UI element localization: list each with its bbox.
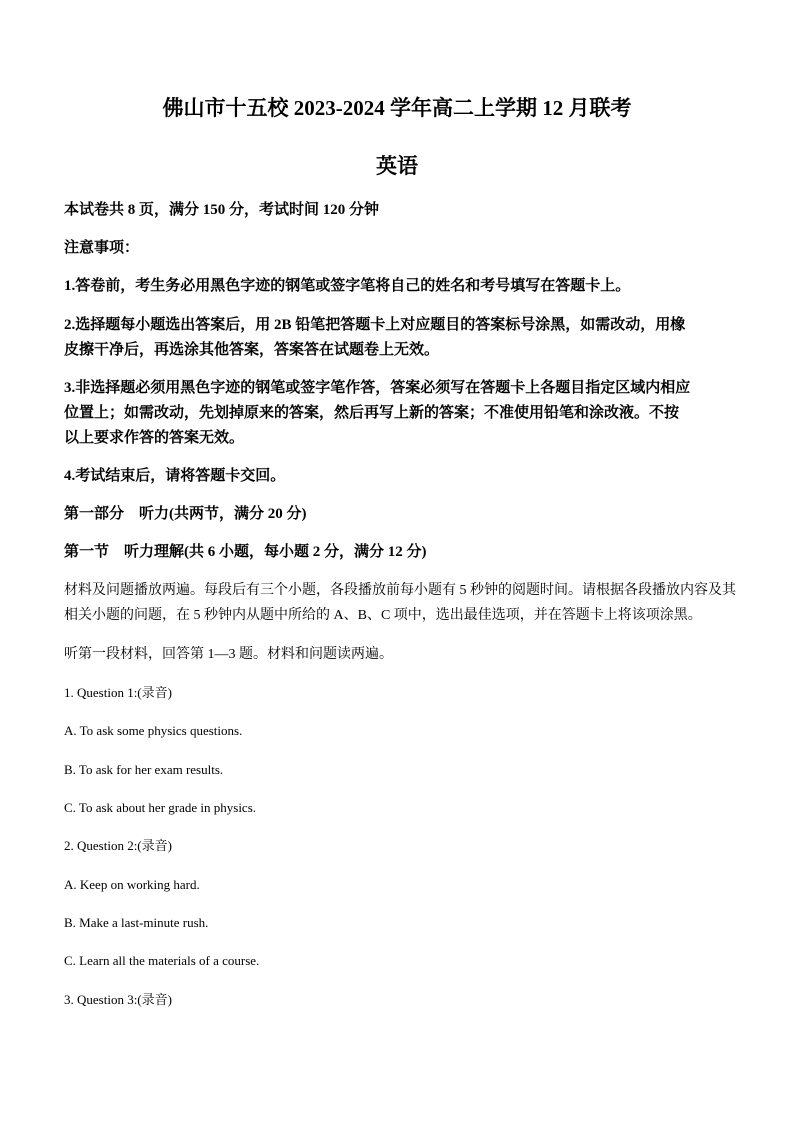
note-line: 4.考试结束后，请将答题卡交回。 [64,468,286,484]
instructions-line: 材料及问题播放两遍。每段后有三个小题，各段播放前每小题有 5 秒钟的阅题时间。请根据各段播放内容及其 [64,583,736,598]
question-stem: 2. Question 2:(录音) [64,838,172,853]
question-option: A. To ask some physics questions. [64,723,243,738]
subject-title: 英语 [376,154,418,178]
question-option: B. To ask for her exam results. [64,762,224,777]
instructions-line: 相关小题的问题，在 5 秒钟内从题中所给的 A、B、C 项中，选出最佳选项，并在答题卡上将该项涂黑。 [64,608,702,623]
note-line: 3.非选择题必须用黑色字迹的钢笔或签字笔作答，答案必须写在答题卡上各题目指定区域内相应 [64,380,691,396]
question-option: C. To ask about her grade in physics. [64,800,257,815]
question-option: C. Learn all the materials of a course. [64,953,260,968]
question-option: B. Make a last-minute rush. [64,915,209,930]
question-stem: 1. Question 1:(录音) [64,685,172,700]
notes-heading: 注意事项： [64,240,140,256]
section-heading: 第一节 听力理解(共 6 小题，每小题 2 分，满分 12 分) [64,544,427,560]
note-line: 以上要求作答的答案无效。 [64,430,245,446]
exam-summary: 本试卷共 8 页，满分 150 分，考试时间 120 分钟 [64,202,380,218]
question-stem: 3. Question 3:(录音) [64,992,172,1007]
note-line: 位置上；如需改动，先划掉原来的答案，然后再写上新的答案；不准使用铅笔和涂改液。不按 [64,405,680,421]
exam-title: 佛山市十五校 2023-2024 学年高二上学期 12 月联考 [162,96,632,120]
note-line: 皮擦干净后，再选涂其他答案，答案答在试题卷上无效。 [64,342,440,358]
question-option: A. Keep on working hard. [64,877,200,892]
part-heading: 第一部分 听力(共两节，满分 20 分) [64,506,307,522]
note-line: 1.答卷前，考生务必用黑色字迹的钢笔或签字笔将自己的姓名和考号填写在答题卡上。 [64,278,631,294]
note-line: 2.选择题每小题选出答案后，用 2B 铅笔把答题卡上对应题目的答案标号涂黑，如需改动，用橡 [64,317,686,333]
segment-intro: 听第一段材料，回答第 1—3 题。材料和问题读两遍。 [64,647,393,662]
